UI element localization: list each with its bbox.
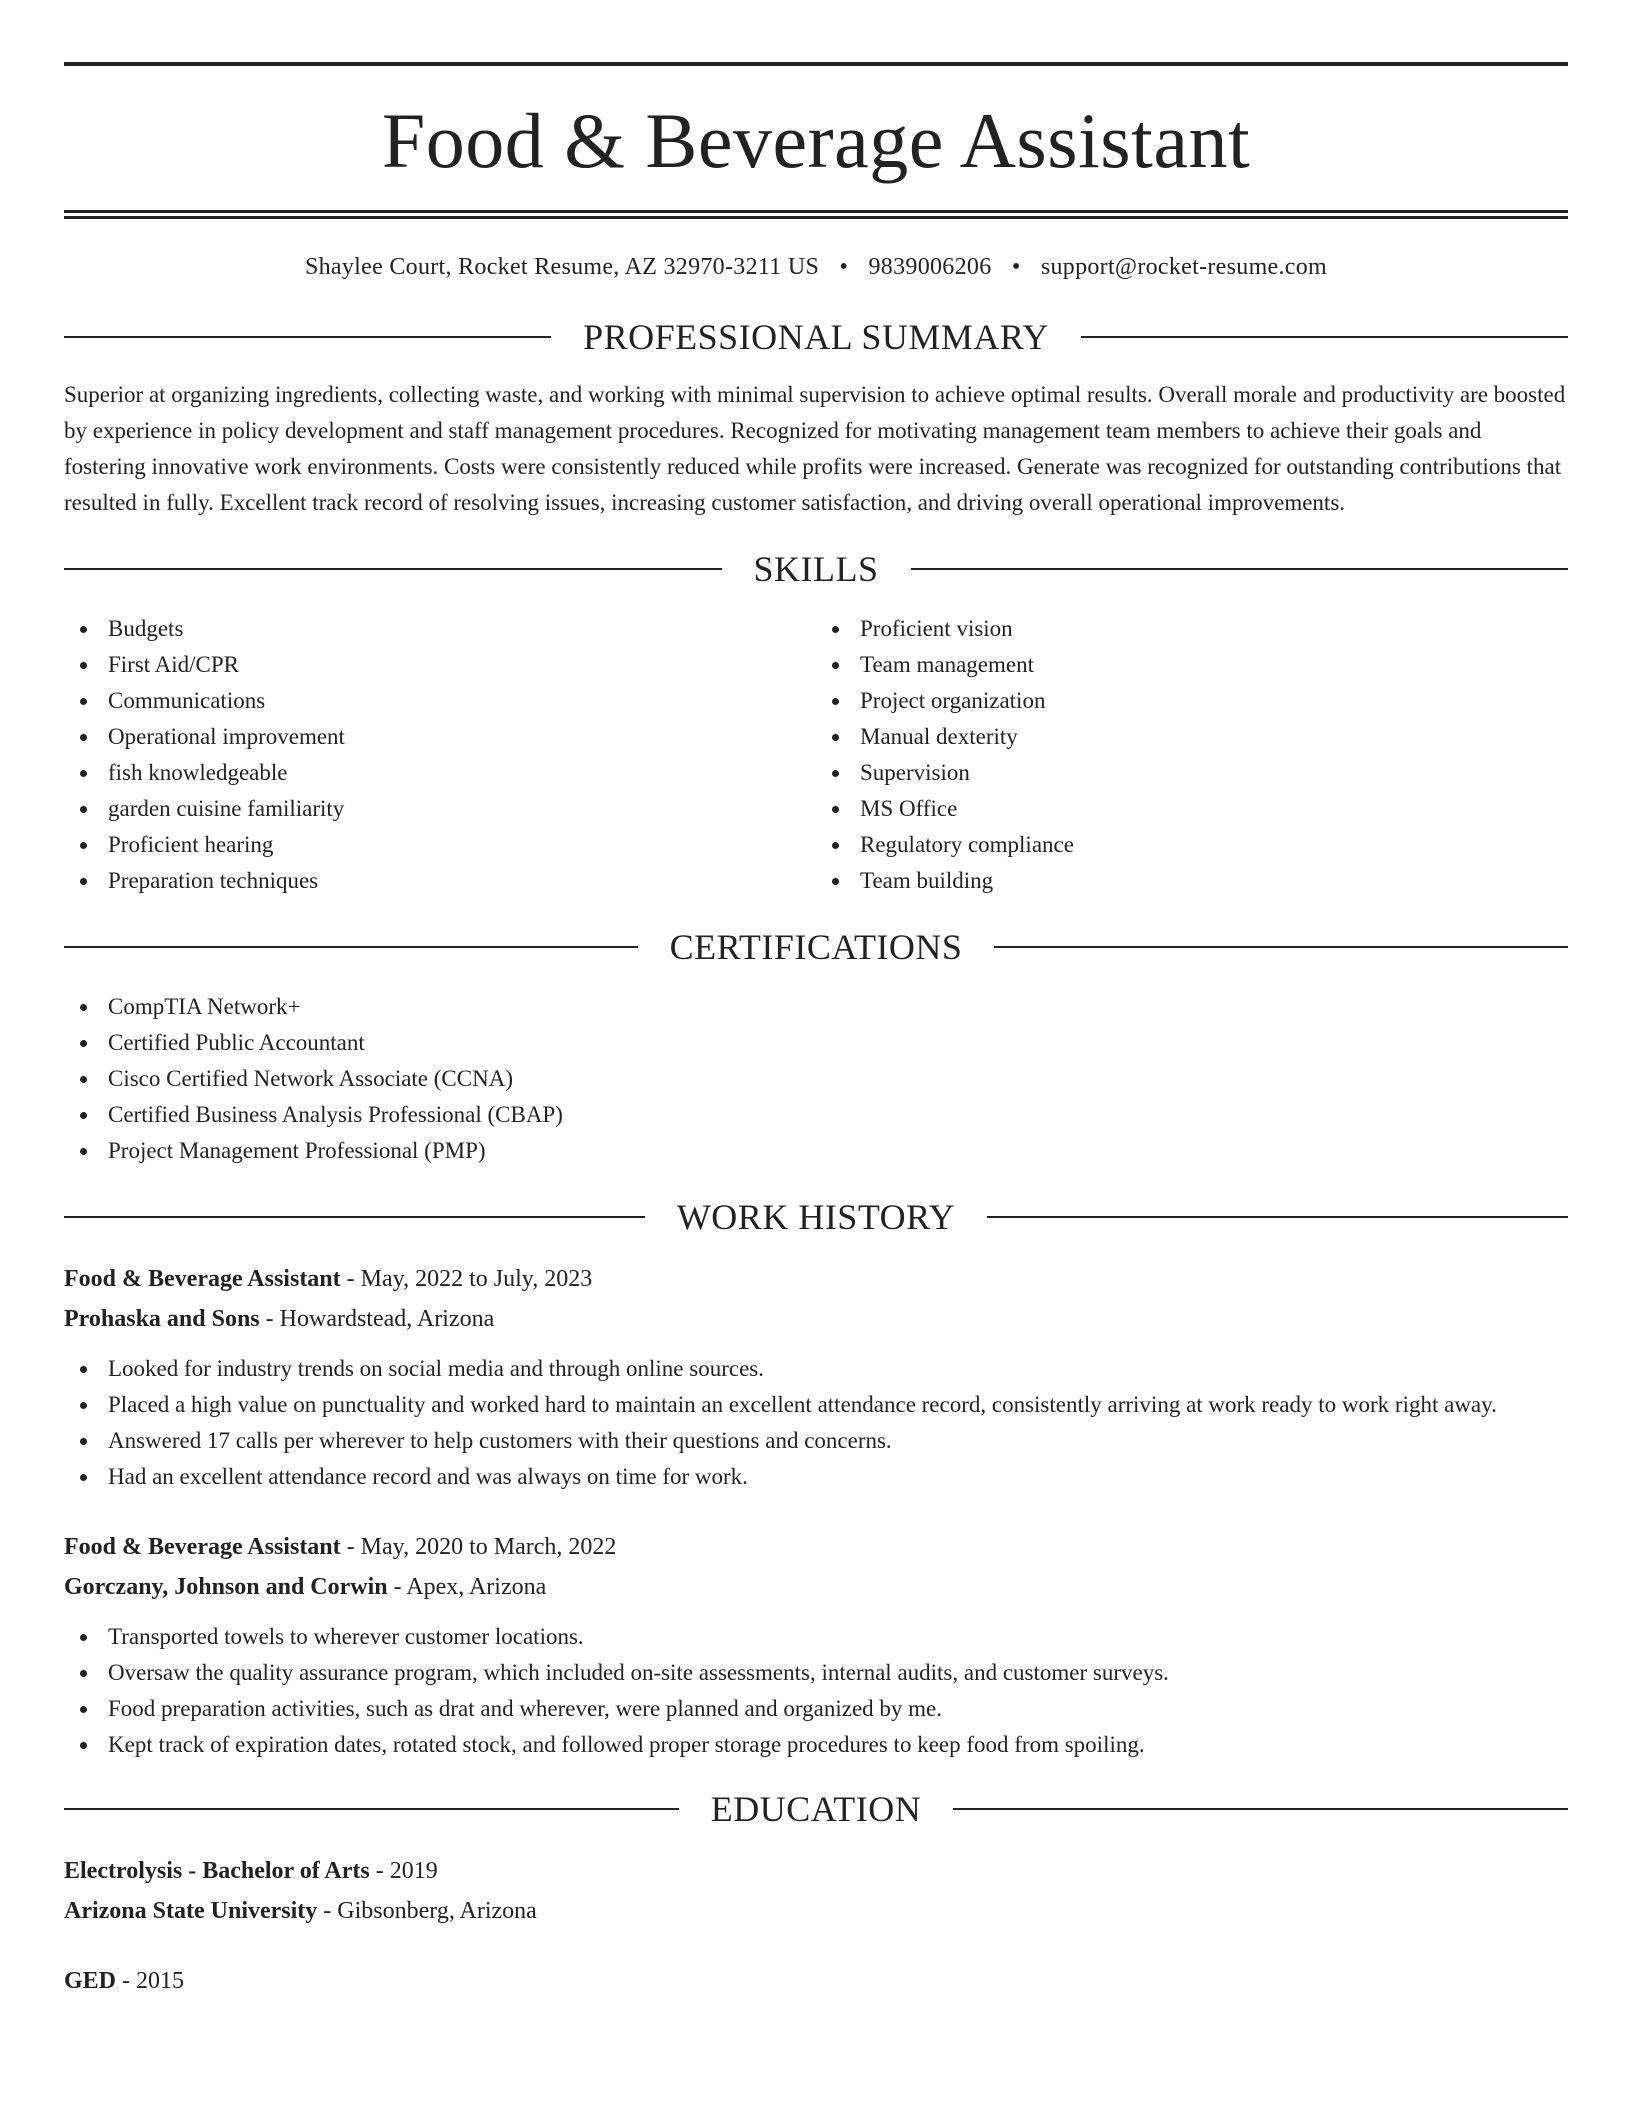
- skill-item: Team management: [816, 647, 1568, 683]
- job-company: Prohaska and Sons: [64, 1306, 260, 1332]
- certification-item: Certified Public Accountant: [64, 1025, 1568, 1061]
- skill-item: garden cuisine familiarity: [64, 791, 816, 827]
- job-entry: [64, 1259, 1568, 1495]
- section-header-certifications: [64, 929, 1568, 965]
- job-dates: - May, 2022 to July, 2023: [340, 1266, 593, 1292]
- skill-item: Regulatory compliance: [816, 827, 1568, 863]
- job-dates: - May, 2020 to March, 2022: [340, 1534, 617, 1560]
- job-title-line: [64, 1259, 1568, 1299]
- section-rule: [994, 946, 1568, 948]
- section-title-skills: SKILLS: [753, 549, 879, 589]
- skill-item: Team building: [816, 863, 1568, 899]
- education-entry: [64, 1851, 1568, 1931]
- section-title-work-history: WORK HISTORY: [676, 1197, 956, 1237]
- contact-separator: •: [839, 254, 849, 280]
- summary-paragraph: Superior at organizing ingredients, collecting waste, and working with minimal supervision to achieve optimal results. Overall morale and productivity are boosted by experience in policy development and staff management procedures. Recognized for motivating management team members to achieve their goals and fostering innovative work environments. Costs were consistently reduced while profits were increased. Generate was recognized for outstanding contributions that resulted in fully. Excellent track record of resolving issues, increasing customer satisfaction, and driving overall operational improvements.: [64, 382, 1566, 515]
- section-rule: [64, 336, 551, 338]
- job-entry: [64, 1527, 1568, 1763]
- contact-email[interactable]: support@rocket-resume.com: [1040, 254, 1328, 280]
- section-rule: [953, 1808, 1568, 1810]
- contact-separator: •: [1011, 254, 1021, 280]
- job-role: Food & Beverage Assistant: [64, 1534, 341, 1560]
- skills-column-left: [64, 611, 816, 899]
- section-header-education: [64, 1791, 1568, 1827]
- education-school-line: [64, 1891, 1568, 1931]
- top-rule: [64, 62, 1568, 66]
- job-bullet: Kept track of expiration dates, rotated stock, and followed proper storage procedures to keep food from spoiling.: [64, 1727, 1568, 1763]
- certification-item: Certified Business Analysis Professional (CBAP): [64, 1097, 1568, 1133]
- skill-item: Operational improvement: [64, 719, 816, 755]
- section-title-summary: PROFESSIONAL SUMMARY: [583, 317, 1049, 357]
- skill-item: Communications: [64, 683, 816, 719]
- job-bullet: Food preparation activities, such as drat and wherever, were planned and organized by me.: [64, 1691, 1568, 1727]
- section-header-skills: [64, 551, 1568, 587]
- job-bullet: Looked for industry trends on social media and through online sources.: [64, 1351, 1568, 1387]
- job-bullet: Oversaw the quality assurance program, which included on-site assessments, internal audits, and customer surveys.: [64, 1655, 1568, 1691]
- job-bullet: Answered 17 calls per wherever to help customers with their questions and concerns.: [64, 1423, 1568, 1459]
- job-bullet: Transported towels to wherever customer locations.: [64, 1619, 1568, 1655]
- job-bullet: Had an excellent attendance record and was always on time for work.: [64, 1459, 1568, 1495]
- section-rule: [64, 1216, 645, 1218]
- certifications-list: [64, 989, 1568, 1169]
- job-company-line: [64, 1299, 1568, 1339]
- job-role: Food & Beverage Assistant: [64, 1266, 341, 1292]
- section-rule: [987, 1216, 1568, 1218]
- education-entry: [64, 1961, 1568, 2001]
- education-degree: GED: [64, 1968, 117, 1994]
- skills-column-right: [816, 611, 1568, 899]
- education-degree-line: [64, 1961, 1568, 2001]
- section-rule: [911, 568, 1569, 570]
- skill-item: Manual dexterity: [816, 719, 1568, 755]
- job-bullets: [64, 1619, 1568, 1763]
- certification-item: Project Management Professional (PMP): [64, 1133, 1568, 1169]
- skill-item: Supervision: [816, 755, 1568, 791]
- contact-address: Shaylee Court, Rocket Resume, AZ 32970-3211 US: [304, 254, 820, 280]
- section-header-summary: [64, 319, 1568, 355]
- skill-item: Preparation techniques: [64, 863, 816, 899]
- job-bullets: [64, 1351, 1568, 1495]
- job-location: - Apex, Arizona: [387, 1574, 547, 1600]
- skill-item: Budgets: [64, 611, 816, 647]
- section-rule: [64, 568, 722, 570]
- skill-item: MS Office: [816, 791, 1568, 827]
- education-location: - Gibsonberg, Arizona: [317, 1898, 537, 1924]
- skill-item: fish knowledgeable: [64, 755, 816, 791]
- job-title-line: [64, 1527, 1568, 1567]
- section-title-certifications: CERTIFICATIONS: [669, 927, 963, 967]
- job-bullet: Placed a high value on punctuality and worked hard to maintain an excellent attendance record, consistently arriving at work ready to work right away.: [64, 1387, 1568, 1423]
- education-year: - 2015: [116, 1968, 185, 1994]
- contact-phone: 9839006206: [868, 254, 992, 280]
- skill-item: Proficient vision: [816, 611, 1568, 647]
- section-title-education: EDUCATION: [710, 1789, 922, 1829]
- section-header-work-history: [64, 1199, 1568, 1235]
- education-school: Arizona State University: [64, 1898, 318, 1924]
- job-company: Gorczany, Johnson and Corwin: [64, 1574, 388, 1600]
- certification-item: CompTIA Network+: [64, 989, 1568, 1025]
- certification-item: Cisco Certified Network Associate (CCNA): [64, 1061, 1568, 1097]
- contact-line: [64, 255, 1568, 279]
- section-rule: [1081, 336, 1568, 338]
- section-rule: [64, 1808, 679, 1810]
- education-year: - 2019: [369, 1858, 438, 1884]
- education-degree: Electrolysis - Bachelor of Arts: [64, 1858, 370, 1884]
- job-location: - Howardstead, Arizona: [259, 1306, 495, 1332]
- skill-item: Project organization: [816, 683, 1568, 719]
- skill-item: First Aid/CPR: [64, 647, 816, 683]
- skill-item: Proficient hearing: [64, 827, 816, 863]
- resume-title: Food & Beverage Assistant: [381, 97, 1251, 184]
- education-degree-line: [64, 1851, 1568, 1891]
- section-rule: [64, 946, 638, 948]
- skills-list: [64, 611, 1568, 899]
- title-double-rule: [64, 210, 1568, 219]
- job-company-line: [64, 1567, 1568, 1607]
